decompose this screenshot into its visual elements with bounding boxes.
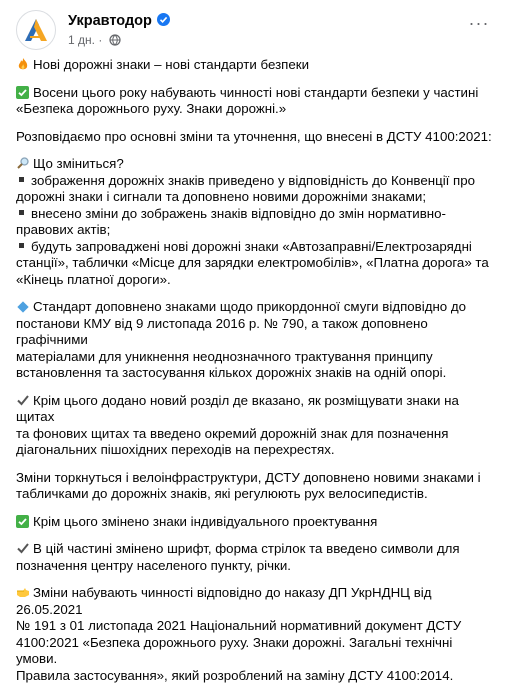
paragraph-line: Крім цього змінено знаки індивідуального проектування <box>33 513 378 529</box>
paragraph-line: Зміни набувають чинності відповідно до наказу ДП УкрНДНЦ від 26.05.2021 <box>16 585 432 617</box>
paragraph-line: Зміни торкнуться і велоінфраструктури, ДСТУ доповнено новими знаками і <box>16 469 481 485</box>
post-content <box>16 57 496 695</box>
paragraph-line: Стандарт доповнено знаками щодо прикордонної смуги відповідно до <box>33 299 467 314</box>
page-name[interactable] <box>68 13 170 29</box>
bullet-icon <box>19 210 24 215</box>
intro-paragraph <box>16 85 496 118</box>
globe-icon <box>109 34 121 49</box>
post-time[interactable]: 1 дн. <box>68 33 95 47</box>
checkmark-icon <box>16 393 30 407</box>
paragraph-line: матеріалами для уникнення неоднозначного трактування принципу <box>16 348 433 364</box>
post-title-paragraph <box>16 57 496 74</box>
ukravtodor-logo-icon <box>17 11 55 49</box>
paragraph-line: № 191 з 01 листопада 2021 Національний нормативний документ ДСТУ <box>16 618 462 633</box>
meta-separator: · <box>98 33 103 47</box>
post-meta <box>68 33 121 49</box>
avatar[interactable] <box>16 10 56 50</box>
paragraph-line: та фонових щитах та введено окремий дорожній знак для позначення <box>16 425 449 441</box>
bullet-icon <box>19 243 24 248</box>
changes-list <box>16 156 496 288</box>
paragraph-line: діагональних пішохідних переходів на перехрестях. <box>16 442 335 457</box>
verified-icon <box>157 13 170 26</box>
intro-line: «Безпека дорожнього руху. Знаки дорожні.» <box>16 101 287 116</box>
paragraph-line: табличками до дорожніх знаків, які регулюють рух велосипедистів. <box>16 486 428 501</box>
magnifier-icon <box>16 156 30 170</box>
post-title: Нові дорожні знаки – нові стандарти безпеки <box>33 57 310 72</box>
check-icon <box>16 86 29 99</box>
list-item: зображення дорожніх знаків приведено у відповідність до Конвенції про <box>31 172 476 188</box>
paragraph-line: Правила застосування», який розроблений на заміну ДСТУ 4100:2014. <box>16 667 454 683</box>
paragraph-line: постанови КМУ від 9 листопада 2016 р. № 790, а також доповнено графічними <box>16 315 428 347</box>
list-item-cont: правових актів; <box>16 222 111 237</box>
check-icon <box>16 515 29 528</box>
bicycle-paragraph <box>16 470 496 503</box>
paragraph-line: позначення центру населеного пункту, річки. <box>16 557 291 573</box>
bullet-icon <box>19 177 24 182</box>
individual-signs-paragraph <box>16 514 496 531</box>
question-text: Що зміниться? <box>33 156 124 171</box>
point-right-icon <box>16 585 30 599</box>
effective-date-paragraph <box>16 585 496 684</box>
fire-icon <box>16 57 30 71</box>
font-paragraph <box>16 541 496 574</box>
list-item-cont: дорожні знаки і сигнали та доповнено новими дорожніми знаками; <box>16 189 427 204</box>
post-header <box>16 10 493 50</box>
list-item: внесено зміни до зображень знаків відповідно до змін нормативно- <box>31 205 446 221</box>
page-name-text[interactable]: Укравтодор <box>68 13 152 29</box>
border-zone-paragraph <box>16 299 496 382</box>
list-item: будуть запроваджені нові дорожні знаки «Автозаправні/Електрозарядні <box>31 238 472 254</box>
list-item-cont: «Кінець платної дороги». <box>16 271 171 287</box>
lead-paragraph: Розповідаємо про основні зміни та уточнення, що внесені в ДСТУ 4100:2021: <box>16 128 492 144</box>
paragraph-line: 4100:2021 «Безпека дорожнього руху. Знаки дорожні. Загальні технічні умови. <box>16 634 453 666</box>
checkmark-icon <box>16 541 30 555</box>
paragraph-line: Крім цього додано новий розділ де вказано, як розміщувати знаки на щитах <box>16 392 459 424</box>
more-options-button[interactable]: ··· <box>468 13 490 33</box>
paragraph-line: встановлення та застосування кількох дорожніх знаків на одній опорі. <box>16 365 447 380</box>
diamond-icon <box>17 301 28 312</box>
intro-line: Восени цього року набувають чинності нові стандарти безпеки у частині <box>33 84 479 100</box>
paragraph-line: В цій частині змінено шрифт, форма стрілок та введено символи для <box>33 541 460 556</box>
new-section-paragraph <box>16 393 496 459</box>
list-item-cont: станції», таблички «Місце для зарядки електромобілів», «Платна дорога» та <box>16 255 489 270</box>
